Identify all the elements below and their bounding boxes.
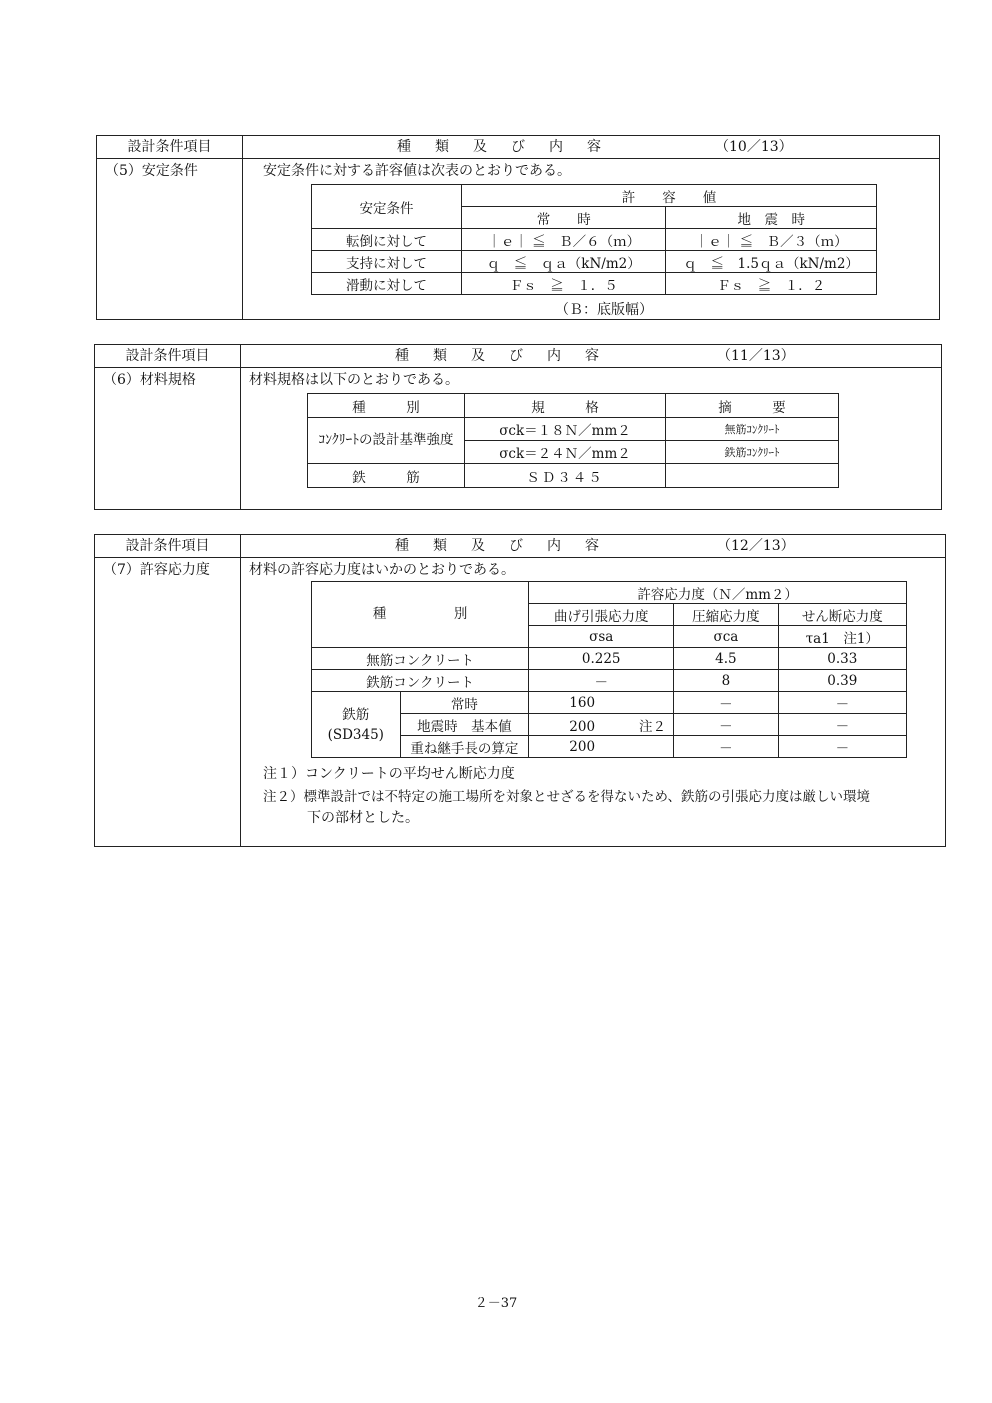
cell-bending: [529, 714, 674, 736]
header-title: 種類及び内容: [395, 348, 623, 364]
section-allowable-stress: [94, 534, 946, 847]
header-item-label: 設計条件項目: [125, 538, 210, 554]
rebar-label: 鉄筋: [342, 706, 370, 723]
section-label: （7）許容応力度: [103, 562, 210, 578]
table-row: [312, 229, 877, 251]
cell-spec: ＳＤ３４５: [465, 464, 666, 488]
cell-summary: 鉄筋ｺﾝｸﾘｰﾄ: [666, 441, 839, 464]
cell-bending: [529, 692, 674, 714]
cell-earthquake: ｑ ≦ 1.5ｑａ（kN/m2）: [666, 251, 877, 273]
header-bending-symbol: σsa: [529, 626, 674, 648]
row-label: 常時: [400, 692, 529, 714]
cell-compression: －: [674, 714, 778, 736]
cell-normal: ｑ ≦ ｑａ（kN/m2）: [462, 251, 666, 273]
cell-shear: －: [778, 692, 906, 714]
row-label: 支持に対して: [312, 251, 462, 273]
material-table: [307, 393, 839, 488]
header-allowable-stress: 許容応力度（Ｎ／mm２）: [529, 582, 907, 604]
header-compression-symbol: σca: [674, 626, 778, 648]
cell-summary: 無筋ｺﾝｸﾘｰﾄ: [666, 418, 839, 441]
bending-note: 注２: [639, 718, 667, 735]
row-label: 無筋コンクリート: [312, 648, 529, 670]
cell-shear: 0.33: [778, 648, 906, 670]
header-summary: 摘 要: [666, 394, 839, 418]
allowable-stress-table: [311, 581, 907, 758]
header-allowable: 許 容 値: [462, 185, 877, 207]
header-page: （10／13）: [715, 139, 793, 155]
cell-bending: [529, 736, 674, 758]
table-row: [308, 464, 839, 488]
row-label: 転倒に対して: [312, 229, 462, 251]
footnote-1: 注１）コンクリートの平均せん断応力度: [263, 766, 515, 782]
cell-shear: －: [778, 714, 906, 736]
header-earthquake: 地 震 時: [666, 207, 877, 229]
table-row: [312, 251, 877, 273]
bending-value: 160: [569, 694, 596, 711]
bending-value: 200: [569, 738, 596, 755]
header-type: 種 別: [312, 582, 529, 648]
header-compression: 圧縮応力度: [674, 604, 778, 626]
page-number: ２－37: [474, 1296, 518, 1311]
cell-earthquake: ｜ｅ｜ ≦ Ｂ／３（ｍ）: [666, 229, 877, 251]
section-material-spec: [94, 344, 942, 510]
cell-shear: 0.39: [778, 670, 906, 692]
cell-summary: [666, 464, 839, 488]
column-divider: [240, 535, 241, 846]
table-row: [312, 692, 907, 714]
table-row: [308, 418, 839, 441]
footnote-2-continued: 下の部材とした。: [307, 810, 419, 826]
table-row: [312, 736, 907, 758]
header-bending: 曲げ引張応力度: [529, 604, 674, 626]
cell-compression: 4.5: [674, 648, 778, 670]
header-item-label: 設計条件項目: [127, 139, 212, 155]
cell-compression: －: [674, 692, 778, 714]
cell-compression: 8: [674, 670, 778, 692]
header-title: 種類及び内容: [397, 139, 625, 155]
cell-normal: ｜ｅ｜ ≦ Ｂ／６（ｍ）: [462, 229, 666, 251]
section-intro: 材料の許容応力度はいかのとおりである。: [249, 562, 515, 578]
table-row: [312, 714, 907, 736]
rebar-label: 鉄 筋: [308, 464, 465, 488]
column-divider: [240, 345, 241, 509]
rebar-label-cell: [312, 692, 401, 758]
table-row: [312, 273, 877, 295]
header-page: （12／13）: [717, 538, 795, 554]
table-footnote: （Ｂ：底版幅）: [555, 302, 653, 318]
cell-bending: －: [529, 670, 674, 692]
row-label: 滑動に対して: [312, 273, 462, 295]
bending-value: 200: [569, 718, 596, 735]
cell-spec: σck＝１８Ｎ／mm２: [465, 418, 666, 441]
section-label: （6）材料規格: [103, 372, 196, 388]
section-intro: 安定条件に対する許容値は次表のとおりである。: [263, 163, 571, 179]
concrete-label: ｺﾝｸﾘｰﾄの設計基準強度: [308, 418, 465, 464]
cell-spec: σck＝２４Ｎ／mm２: [465, 441, 666, 464]
section-intro: 材料規格は以下のとおりである。: [249, 372, 459, 388]
table-row: [312, 670, 907, 692]
header-shear: せん断応力度: [778, 604, 906, 626]
cell-shear: －: [778, 736, 906, 758]
header-type: 種 別: [308, 394, 465, 418]
rebar-grade: (SD345): [327, 726, 384, 743]
header-shear-symbol: τa1 注1）: [778, 626, 906, 648]
footnote-2: 注２）標準設計では不特定の施工場所を対象とせざるを得ないため、鉄筋の引張応力度は厳しい環境: [263, 789, 870, 805]
header-page: （11／13）: [717, 348, 795, 364]
header-normal: 常 時: [462, 207, 666, 229]
row-label: 鉄筋コンクリート: [312, 670, 529, 692]
header-item-label: 設計条件項目: [125, 348, 210, 364]
row-label: 地震時 基本値: [400, 714, 529, 736]
header-condition: 安定条件: [312, 185, 462, 229]
header-title: 種類及び内容: [395, 538, 623, 554]
column-divider: [242, 136, 243, 319]
stability-table: [311, 184, 877, 295]
section-label: （5）安定条件: [105, 163, 198, 179]
section-stability: [96, 135, 940, 320]
header-spec: 規 格: [465, 394, 666, 418]
row-label: 重ね継手長の算定: [400, 736, 529, 758]
cell-compression: －: [674, 736, 778, 758]
cell-bending: 0.225: [529, 648, 674, 670]
table-row: [312, 648, 907, 670]
cell-normal: Ｆｓ ≧ １．５: [462, 273, 666, 295]
cell-earthquake: Ｆｓ ≧ １．２: [666, 273, 877, 295]
